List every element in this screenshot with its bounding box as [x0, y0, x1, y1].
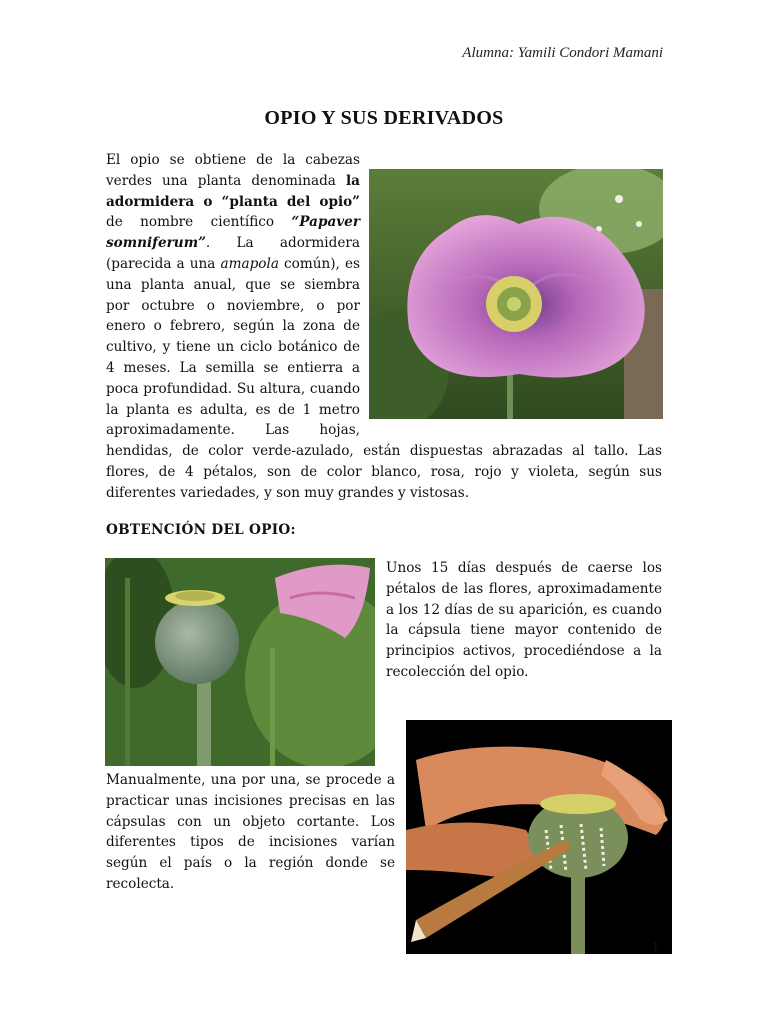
author-header: Alumna: Yamili Condori Mamani: [462, 45, 663, 61]
poppy-capsule-image: [105, 558, 375, 766]
amapola-term: amapola: [220, 255, 279, 272]
page-title: OPIO Y SUS DERIVADOS: [264, 107, 504, 129]
page-number: 1: [652, 940, 660, 954]
section-heading: OBTENCIÓN DEL OPIO:: [106, 522, 296, 538]
intro-text-7: común), es una planta anual, que se siembra por octubre o noviembre, o por enero o febrero, según la zona de cultivo, y tiene un ciclo botánico de 4 meses. La semilla se entierra a poca profundidad. Su altura, cuando la planta es adulta, es de 1 metro aproximadamente. Las hojas, hendidas, de color verde-azulado, están dispuestas abrazadas al tallo. Las flores, de 4 pétalos, son de color blanco, rosa, rojo y violeta, según sus diferentes variedades, y son muy grandes y vistosas.: [106, 255, 662, 501]
intro-text-3: de nombre científico: [106, 214, 292, 231]
intro-text-1: El opio se obtiene de la cabezas verdes una planta denominada: [106, 152, 360, 189]
scientific-name: “Papaver somniferum”: [106, 214, 360, 252]
plant-common-name: la adormidera o “planta del opio”: [106, 172, 360, 210]
intro-paragraph: [106, 150, 662, 504]
intro-text-5: . La adormidera (parecida a una: [106, 235, 360, 272]
paragraph-capsule: Unos 15 días después de caerse los pétalos de las flores, aproximadamente a los 12 días de su aparición, es cuando la cápsula tiene mayor contenido de principios activos, procediéndose a la recolección del opio.: [386, 560, 662, 680]
incision-image: [406, 720, 672, 954]
paragraph-incision: Manualmente, una por una, se procede a practicar unas incisiones precisas en las cápsulas con un objeto cortante. Los diferentes tipos de incisiones varían según el país o la región donde se recolecta.: [106, 772, 395, 892]
